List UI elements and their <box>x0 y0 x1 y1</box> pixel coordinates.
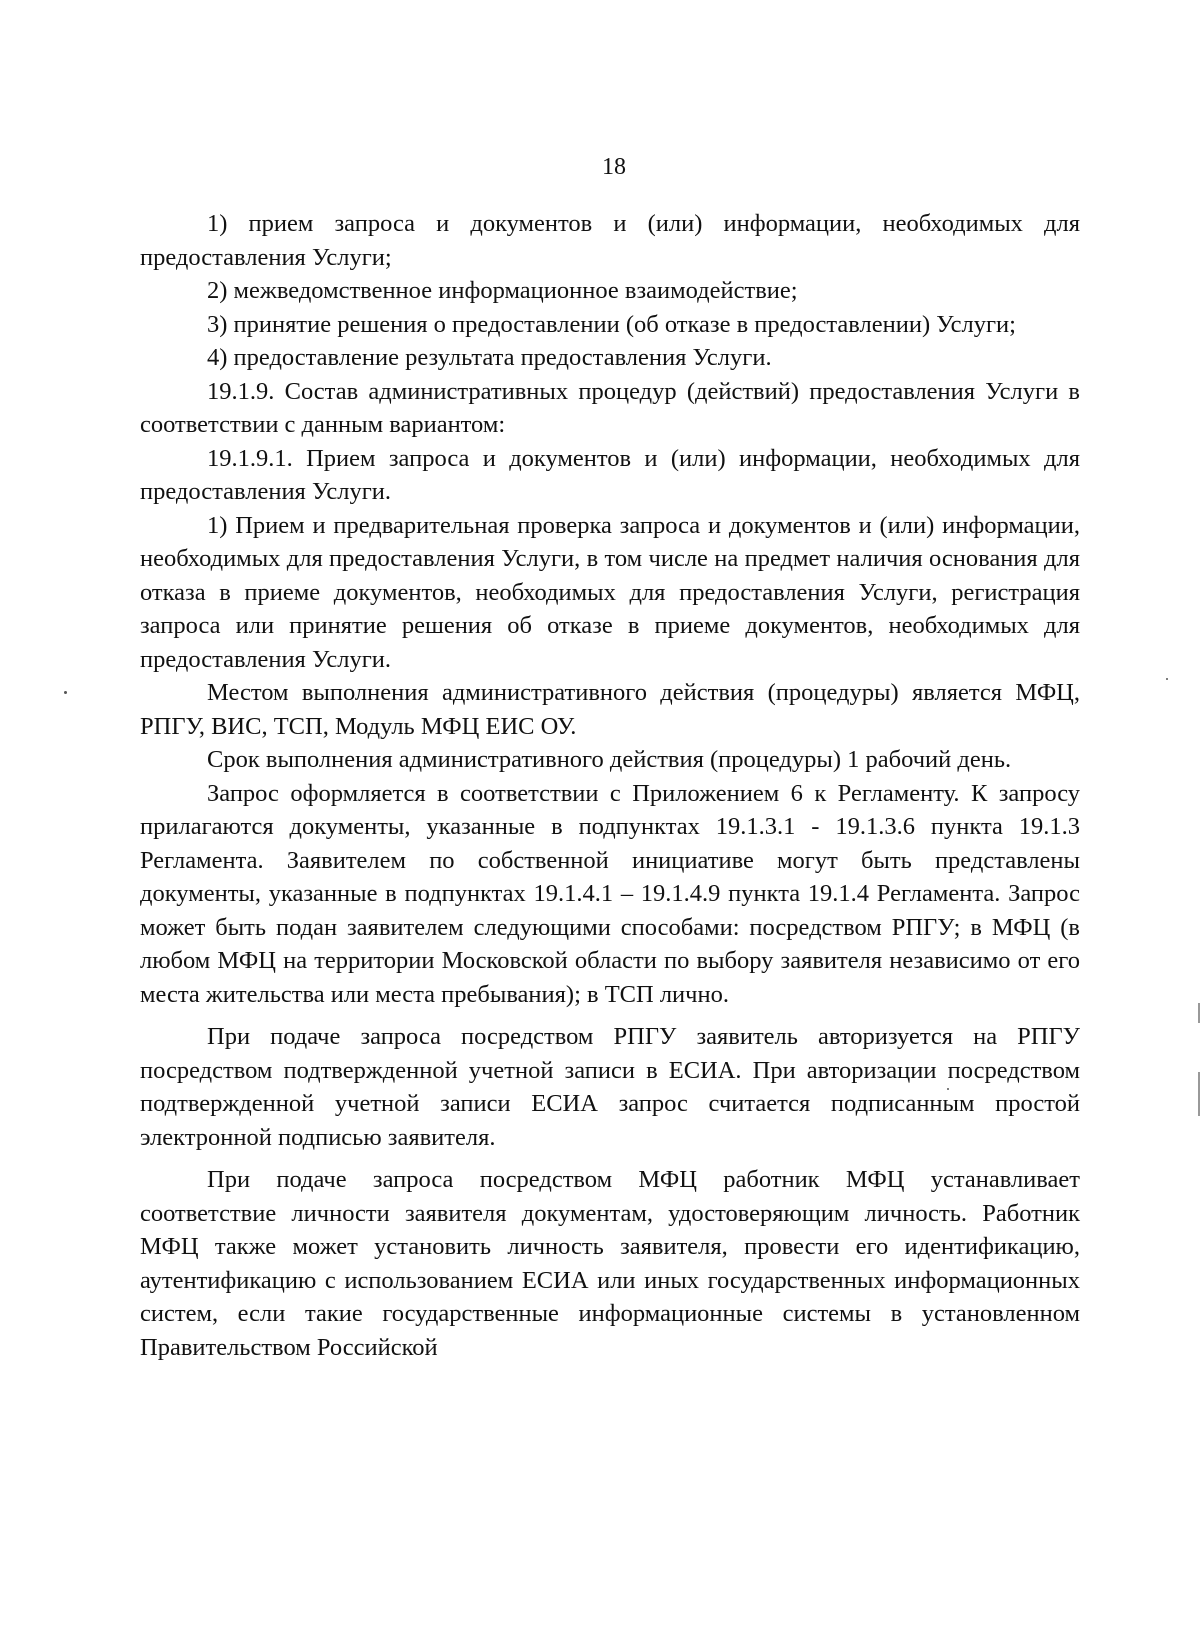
paragraph-item-4: 4) предоставление результата предоставления Услуги. <box>207 344 772 371</box>
paragraph-item-3: 3) принятие решения о предоставлении (об отказе в предоставлении) Услуги; <box>207 310 1016 338</box>
paragraph-item-2: 2) межведомственное информационное взаимодействие; <box>207 277 798 304</box>
scan-speck <box>64 691 67 694</box>
paragraph-section-19-1-9-1: 19.1.9.1. Прием запроса и документов и (или) информации, необходимых для предоставления Услуги. <box>140 444 1080 505</box>
paragraph-item-1: 1) прием запроса и документов и (или) информации, необходимых для предоставления Услуги; <box>140 210 1080 271</box>
scan-speck <box>1166 678 1168 680</box>
paragraph-reception-check: 1) Прием и предварительная проверка запроса и документов и (или) информации, необходимых для предоставления Услуги, в том числе на предмет наличия основания для отказа в приеме документов, необходимых для предоставления Услуги, регистрация запроса или принятие решения об отказе в приеме документов, необходимых для предоставления Услуги. <box>140 511 1080 673</box>
paragraph-request-form: Запрос оформляется в соответствии с Приложением 6 к Регламенту. К запросу прилагаются документы, указанные в подпунктах 19.1.3.1 - 19.1.3.6 пункта 19.1.3 Регламента. Заявителем по собственной инициативе могут быть представлены документы, указанные в подпунктах 19.1.4.1 – 19.1.4.9 пункта 19.1.4 Регламента. Запрос может быть подан заявителем следующими способами: посредством РПГУ; в МФЦ (в любом МФЦ на территории Московской области по выбору заявителя независимо от его места жительства или места пребывания); в ТСП лично. <box>140 779 1080 1008</box>
document-body <box>140 207 1080 1364</box>
paragraph-mfc-submission: При подаче запроса посредством МФЦ работник МФЦ устанавливает соответствие личности заявителя документам, удостоверяющим личность. Работник МФЦ также может установить личность заявителя, провести его идентификацию, аутентификацию с использованием ЕСИА или иных государственных информационных систем, если такие государственные информационные системы в установленном Правительством Российской <box>140 1166 1080 1361</box>
paragraph-section-19-1-9: 19.1.9. Состав административных процедур (действий) предоставления Услуги в соответствии с данным вариантом: <box>140 377 1080 438</box>
paragraph-rpgu-submission: При подаче запроса посредством РПГУ заявитель авторизуется на РПГУ посредством подтвержденной учетной записи в ЕСИА. При авторизации посредством подтвержденной учетной записи ЕСИА запрос считается подписанным простой электронной подписью заявителя. <box>140 1023 1080 1151</box>
scan-speck <box>947 1088 949 1090</box>
page-number: 18 <box>602 154 626 180</box>
paragraph-term: Срок выполнения административного действия (процедуры) 1 рабочий день. <box>207 746 1012 773</box>
paragraph-place: Местом выполнения административного действия (процедуры) является МФЦ, РПГУ, ВИС, ТСП, Модуль МФЦ ЕИС ОУ. <box>140 679 1080 740</box>
